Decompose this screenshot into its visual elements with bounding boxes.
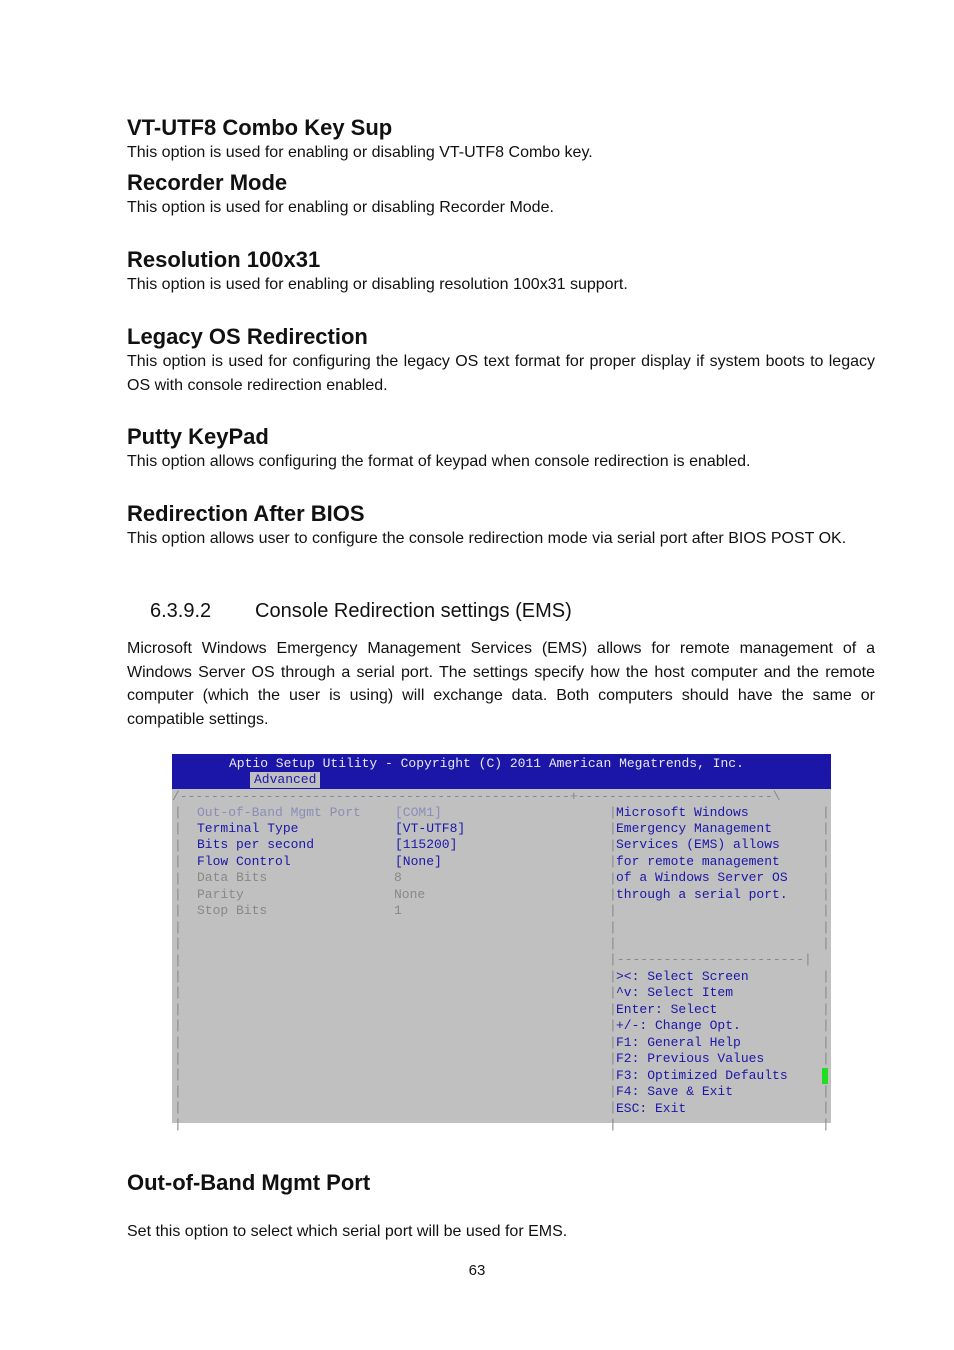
bios-frame-left-pipe: | bbox=[174, 985, 182, 1000]
section-text: Set this option to select which serial port will be used for EMS. bbox=[127, 1223, 568, 1240]
subsection-number: 6.3.9.2 bbox=[150, 600, 212, 622]
bios-frame-right-pipe: | bbox=[822, 805, 830, 820]
bios-frame-left-pipe: | bbox=[174, 1067, 182, 1082]
setting-label-data-bits: Data Bits bbox=[197, 870, 268, 885]
help-line: Services (EMS) allows bbox=[616, 837, 780, 852]
bios-frame-mid-pipe: | bbox=[609, 838, 617, 853]
bios-screenshot bbox=[172, 754, 831, 1132]
help-line: for remote management bbox=[616, 854, 780, 869]
bios-frame-left-pipe: | bbox=[174, 953, 182, 968]
bios-frame-left-pipe: | bbox=[174, 920, 182, 935]
section-text: This option is used for enabling or disabling resolution 100x31 support. bbox=[127, 276, 628, 293]
page-number: 63 bbox=[468, 1262, 486, 1279]
bios-frame-right-pipe: | bbox=[822, 854, 830, 869]
bios-frame-mid-pipe: | bbox=[609, 854, 617, 869]
bios-frame-left-pipe: | bbox=[174, 887, 182, 902]
bios-frame-right-pipe: | bbox=[822, 936, 830, 951]
bios-frame-mid-pipe: | bbox=[609, 887, 617, 902]
bios-top-border: /--------------------------------------------------+-------------------------\ bbox=[172, 789, 781, 804]
help-line: Microsoft Windows bbox=[616, 805, 749, 820]
help-divider: |------------------------| bbox=[609, 952, 812, 967]
bios-frame-right-pipe: | bbox=[822, 1002, 830, 1017]
key-help-line: F3: Optimized Defaults bbox=[616, 1068, 788, 1083]
section-title: Putty KeyPad bbox=[127, 424, 269, 449]
bios-frame-right-pipe: | bbox=[822, 1084, 830, 1099]
bios-frame-mid-pipe: | bbox=[609, 805, 617, 820]
section-title: Recorder Mode bbox=[127, 170, 288, 195]
setting-label-flow-control[interactable]: Flow Control bbox=[197, 854, 291, 869]
bios-frame-mid-pipe: | bbox=[609, 936, 617, 951]
bios-frame-mid-pipe: | bbox=[609, 903, 617, 918]
key-help-line: ><: Select Screen bbox=[616, 969, 749, 984]
bios-frame-right-pipe: | bbox=[822, 887, 830, 902]
bios-frame-mid-pipe: | bbox=[609, 920, 617, 935]
subsection-title: Console Redirection settings (EMS) bbox=[255, 600, 572, 622]
key-help-line: ESC: Exit bbox=[616, 1101, 687, 1116]
bios-frame-right-pipe: | bbox=[822, 838, 830, 853]
bios-frame-right-pipe: | bbox=[822, 903, 830, 918]
bios-frame-mid-pipe: | bbox=[609, 1100, 617, 1115]
bios-frame-right-pipe: | bbox=[822, 1018, 830, 1033]
bios-frame-mid-pipe: | bbox=[609, 871, 617, 886]
setting-label-stop-bits: Stop Bits bbox=[197, 903, 268, 918]
section-resolution bbox=[127, 247, 875, 297]
setting-value-terminal-type[interactable]: [VT-UTF8] bbox=[395, 821, 466, 836]
bios-frame-left-pipe: | bbox=[174, 1018, 182, 1033]
bios-frame-right-pipe: | bbox=[822, 1035, 830, 1050]
section-title: Legacy OS Redirection bbox=[127, 324, 368, 349]
bios-frame-right-pipe: | bbox=[822, 969, 830, 984]
section-title: Redirection After BIOS bbox=[127, 501, 365, 526]
setting-label-out-of-band[interactable]: Out-of-Band Mgmt Port bbox=[197, 805, 361, 820]
bios-frame-left-pipe: | bbox=[174, 838, 182, 853]
bios-frame-left-pipe: | bbox=[174, 936, 182, 951]
section-title: Resolution 100x31 bbox=[127, 247, 321, 272]
key-help-line: ^v: Select Item bbox=[616, 985, 734, 1000]
help-line: through a serial port. bbox=[616, 887, 788, 902]
section-legacy-os bbox=[127, 324, 875, 397]
setting-value-parity: None bbox=[394, 887, 426, 902]
bios-frame-right-pipe: | bbox=[822, 1100, 830, 1115]
setting-label-terminal-type[interactable]: Terminal Type bbox=[197, 821, 299, 836]
bios-frame-mid-pipe: | bbox=[609, 1117, 617, 1132]
bios-frame-mid-pipe: | bbox=[609, 969, 617, 984]
intro-paragraph-block bbox=[127, 637, 875, 731]
key-help-line: F4: Save & Exit bbox=[616, 1084, 734, 1099]
section-vt-utf8 bbox=[127, 115, 875, 165]
bios-frame-left-pipe: | bbox=[174, 805, 182, 820]
bios-frame-left-pipe: | bbox=[174, 1035, 182, 1050]
help-line: Emergency Management bbox=[616, 821, 773, 836]
section-text: This option is used for configuring the legacy OS text format for proper display if system boots to legacy OS with console redirection enabled. bbox=[127, 353, 875, 394]
bios-frame-mid-pipe: | bbox=[609, 1035, 617, 1050]
bios-frame-right-pipe: | bbox=[822, 1051, 830, 1066]
bios-frame-right-pipe: | bbox=[822, 821, 830, 836]
setting-value-data-bits: 8 bbox=[394, 870, 402, 885]
key-help-line: Enter: Select bbox=[616, 1002, 718, 1017]
bios-frame-right-pipe: | bbox=[822, 920, 830, 935]
setting-value-flow-control[interactable]: [None] bbox=[395, 854, 442, 869]
intro-paragraph: Microsoft Windows Emergency Management Services (EMS) allows for remote management of a Windows Server OS through a serial port. The settings specify how the host computer and the remote computer (which the user is using) will exchange data. Both computers should have the same or compatible settings. bbox=[127, 640, 875, 728]
section-text: This option allows user to configure the console redirection mode via serial port after BIOS POST OK. bbox=[127, 530, 847, 547]
section-title: VT-UTF8 Combo Key Sup bbox=[127, 115, 393, 140]
bios-frame-mid-pipe: | bbox=[609, 985, 617, 1000]
section-text: This option is used for enabling or disabling Recorder Mode. bbox=[127, 199, 554, 216]
setting-label-bits-per-second[interactable]: Bits per second bbox=[197, 837, 315, 852]
subsection-heading bbox=[150, 599, 572, 623]
bios-frame-left-pipe: | bbox=[174, 1117, 182, 1132]
setting-label-parity: Parity bbox=[197, 887, 244, 902]
scroll-cursor bbox=[822, 1068, 828, 1084]
section-text: This option allows configuring the format of keypad when console redirection is enabled. bbox=[127, 453, 751, 470]
bios-frame-left-pipe: | bbox=[174, 1002, 182, 1017]
tab-advanced[interactable]: Advanced bbox=[250, 772, 320, 788]
setting-value-out-of-band[interactable]: [COM1] bbox=[395, 805, 442, 820]
bios-frame-left-pipe: | bbox=[174, 871, 182, 886]
bios-frame-mid-pipe: | bbox=[609, 1002, 617, 1017]
bios-title: Aptio Setup Utility - Copyright (C) 2011 American Megatrends, Inc. bbox=[229, 756, 744, 771]
key-help-line: +/-: Change Opt. bbox=[616, 1018, 741, 1033]
section-out-of-band bbox=[127, 1170, 875, 1244]
bios-frame-left-pipe: | bbox=[174, 1051, 182, 1066]
bios-frame-mid-pipe: | bbox=[609, 821, 617, 836]
setting-value-bits-per-second[interactable]: [115200] bbox=[395, 837, 458, 852]
bios-frame-left-pipe: | bbox=[174, 969, 182, 984]
setting-value-stop-bits: 1 bbox=[394, 903, 402, 918]
section-redirection-after-bios bbox=[127, 501, 875, 551]
bios-frame-right-pipe: | bbox=[822, 1117, 830, 1132]
key-help-line: F2: Previous Values bbox=[616, 1051, 765, 1066]
bios-frame-left-pipe: | bbox=[174, 854, 182, 869]
section-recorder-mode bbox=[127, 170, 875, 220]
key-help-line: F1: General Help bbox=[616, 1035, 741, 1050]
bios-frame-mid-pipe: | bbox=[609, 1051, 617, 1066]
bios-frame-right-pipe: | bbox=[822, 985, 830, 1000]
bios-frame-right-pipe: | bbox=[822, 871, 830, 886]
bios-title-bar bbox=[172, 754, 831, 789]
bios-frame-mid-pipe: | bbox=[609, 1067, 617, 1082]
bios-frame-mid-pipe: | bbox=[609, 1018, 617, 1033]
bios-frame-left-pipe: | bbox=[174, 903, 182, 918]
bios-frame-left-pipe: | bbox=[174, 1084, 182, 1099]
bios-frame-left-pipe: | bbox=[174, 821, 182, 836]
section-putty-keypad bbox=[127, 424, 875, 474]
bios-frame-mid-pipe: | bbox=[609, 1084, 617, 1099]
bios-frame-left-pipe: | bbox=[174, 1100, 182, 1115]
section-text: This option is used for enabling or disabling VT-UTF8 Combo key. bbox=[127, 144, 593, 161]
section-title: Out-of-Band Mgmt Port bbox=[127, 1170, 371, 1195]
help-line: of a Windows Server OS bbox=[616, 870, 788, 885]
